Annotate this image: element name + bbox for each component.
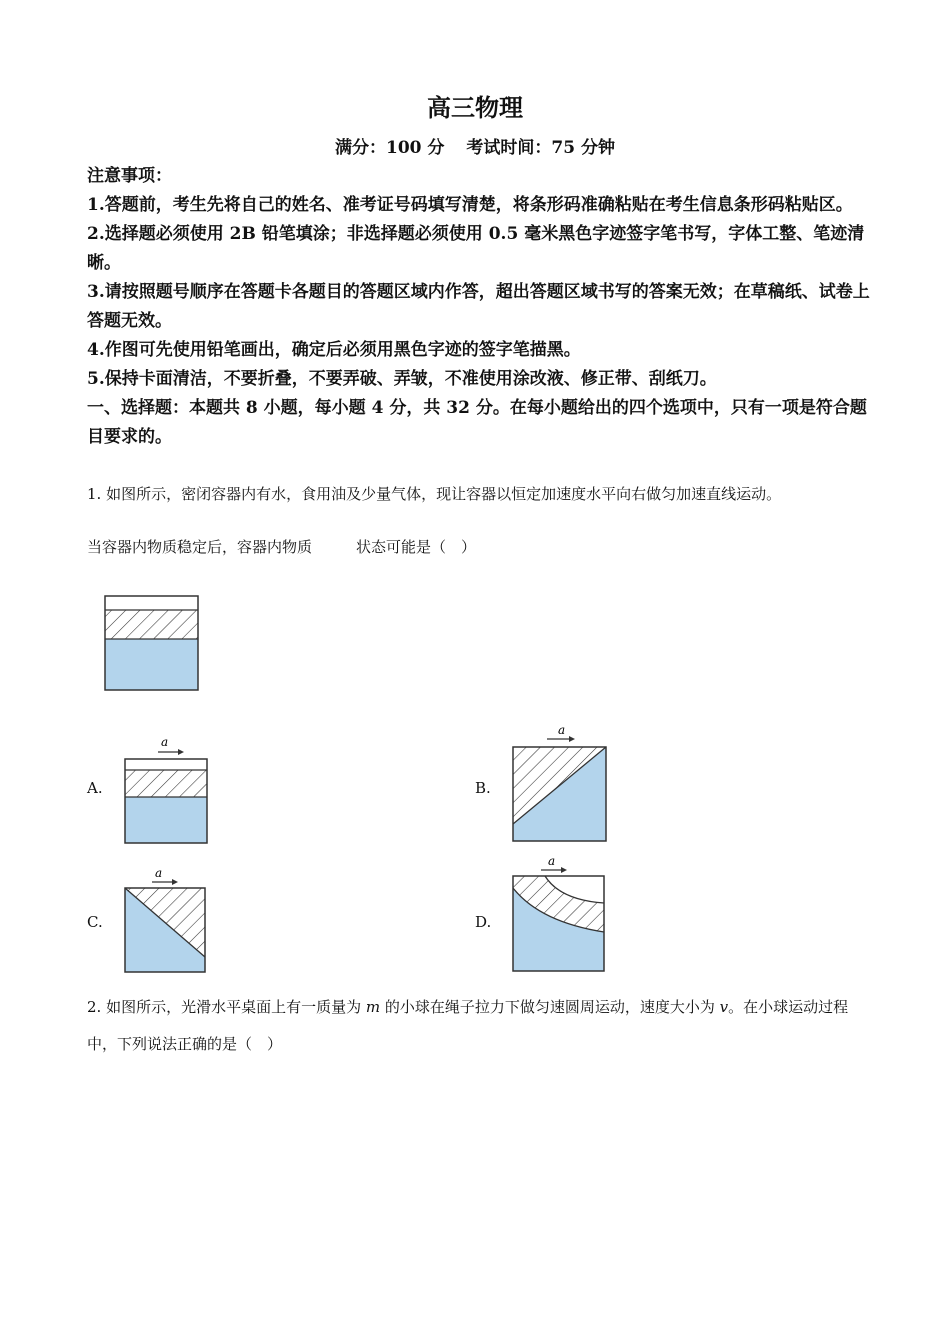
note-item: 3.请按照题号顺序在答题卡各题目的答题区域内作答，超出答题区域书写的答案无效；在草稿纸、试卷上答题无效。 (87, 282, 870, 331)
accel-label-a: a (161, 735, 169, 749)
paper-title: 高三物理 (427, 93, 523, 122)
note-item: 2.选择题必须使用 2B 铅笔填涂；非选择题必须使用 0.5 毫米黑色字迹签字笔书写，字体工整、笔迹清晰。 (87, 224, 865, 273)
q2-part3: 。在小球运动过程中，下列说法正确的是（ ） (87, 998, 849, 1053)
question-2-stem (87, 989, 877, 1063)
option-a-figure (125, 749, 207, 843)
option-c-label[interactable]: C. (87, 913, 103, 931)
initial-container-figure (105, 596, 198, 690)
option-c-figure (125, 879, 205, 972)
question-1-stem (87, 476, 877, 513)
q2-mass-symbol: m (365, 998, 381, 1016)
accel-label-d: a (548, 854, 556, 868)
instructions (87, 162, 877, 452)
q2-part2: 的小球在绳子拉力下做匀速圆周运动，速度大小为 (380, 998, 720, 1016)
note-item: 1.答题前，考生先将自己的姓名、准考证号码填写清楚，将条形码准确粘贴在考生信息条形码粘贴区。 (87, 195, 853, 215)
note-item: 5.保持卡面清洁，不要折叠，不要弄破、弄皱，不准使用涂改液、修正带、刮纸刀。 (87, 369, 717, 389)
exam-info (0, 133, 950, 158)
q2-speed-symbol: v (719, 998, 729, 1016)
notes-heading: 注意事项： (87, 166, 172, 186)
exam-time: 考试时间：75 分钟 (466, 138, 615, 158)
option-d-figure (513, 867, 604, 971)
option-b-figure (513, 736, 606, 841)
question-1-stem-2 (87, 529, 877, 566)
note-item: 4.作图可先使用铅笔画出，确定后必须用黑色字迹的签字笔描黑。 (87, 340, 581, 360)
q1-line2a: 当容器内物质稳定后，容器内物质 (87, 538, 313, 556)
full-score: 满分：100 分 (335, 138, 445, 158)
q1-line2b: 状态可能是（ ） (356, 538, 477, 556)
option-b-label[interactable]: B. (475, 779, 491, 797)
accel-label-b: a (558, 723, 566, 737)
q1-line1: 1. 如图所示，密闭容器内有水，食用油及少量气体，现让容器以恒定加速度水平向右做匀加速直线运动。 (87, 485, 782, 503)
option-a-label[interactable]: A. (87, 779, 103, 797)
option-d-label[interactable]: D. (475, 913, 492, 931)
section-heading: 一、选择题：本题共 8 小题，每小题 4 分，共 32 分。在每小题给出的四个选项中，只有一项是符合题目要求的。 (87, 398, 867, 447)
accel-label-c: a (155, 866, 163, 880)
q2-part1: 2. 如图所示，光滑水平桌面上有一质量为 (87, 998, 366, 1016)
